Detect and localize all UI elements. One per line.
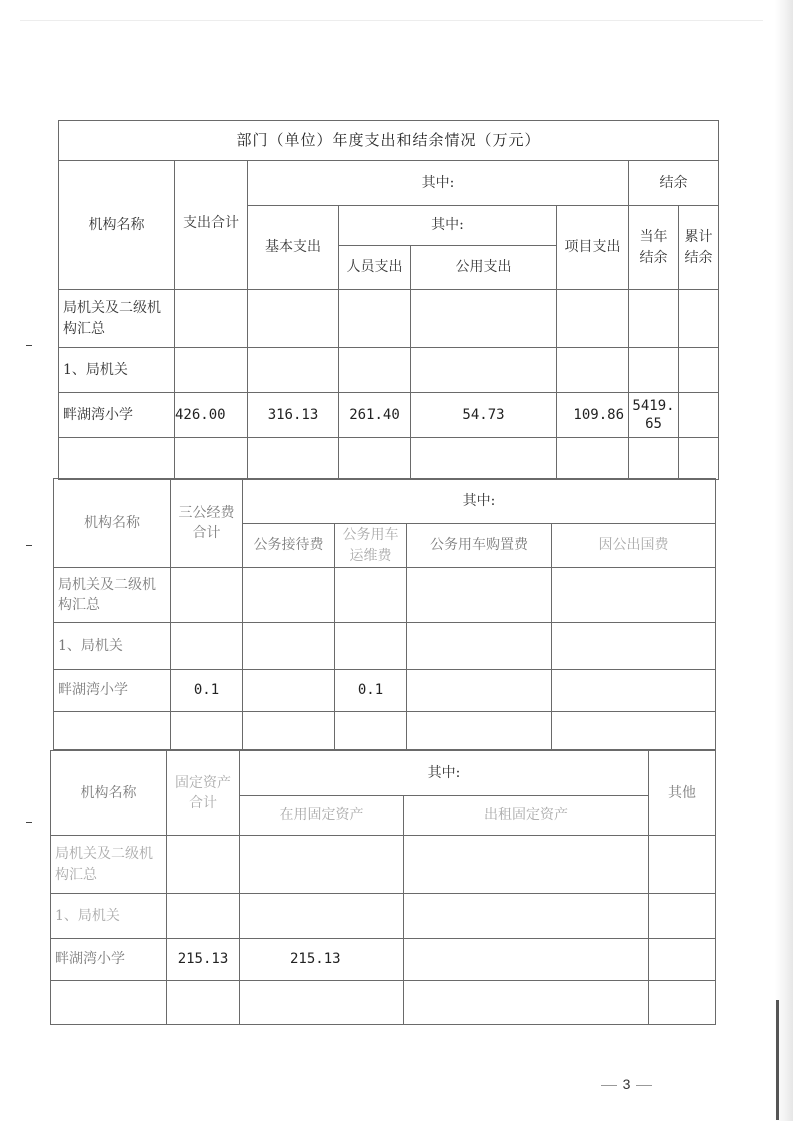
header-org-name: 机构名称 bbox=[51, 751, 167, 836]
cell-total: 426.00 bbox=[175, 393, 248, 438]
cell bbox=[411, 290, 557, 348]
cell bbox=[649, 981, 716, 1025]
table-row bbox=[51, 894, 716, 939]
cell bbox=[629, 290, 679, 348]
cell bbox=[649, 836, 716, 894]
cell-basic: 316.13 bbox=[248, 393, 339, 438]
cell bbox=[629, 438, 679, 480]
header-other: 其他 bbox=[649, 751, 716, 836]
header-reception: 公务接待费 bbox=[243, 524, 335, 568]
table-row bbox=[51, 981, 716, 1025]
row-name: 1、局机关 bbox=[59, 348, 175, 393]
header-of-which: 其中: bbox=[248, 161, 629, 206]
header-personnel: 人员支出 bbox=[339, 246, 411, 290]
cell bbox=[248, 438, 339, 480]
cell bbox=[407, 623, 552, 670]
header-public: 公用支出 bbox=[411, 246, 557, 290]
margin-mark bbox=[26, 345, 32, 346]
cell bbox=[404, 836, 649, 894]
cell bbox=[407, 670, 552, 712]
table-title: 部门（单位）年度支出和结余情况（万元） bbox=[59, 121, 719, 161]
cell bbox=[404, 981, 649, 1025]
cell bbox=[552, 670, 716, 712]
header-of-which: 其中: bbox=[240, 751, 649, 796]
cell bbox=[171, 712, 243, 750]
cell bbox=[243, 712, 335, 750]
header-of-which: 其中: bbox=[243, 479, 716, 524]
cell bbox=[557, 290, 629, 348]
row-name: 1、局机关 bbox=[51, 894, 167, 939]
cell bbox=[171, 623, 243, 670]
cell bbox=[248, 348, 339, 393]
table-row bbox=[54, 623, 716, 670]
header-basic: 基本支出 bbox=[248, 206, 339, 290]
table-row bbox=[59, 393, 719, 438]
cell bbox=[167, 981, 240, 1025]
cell bbox=[649, 939, 716, 981]
cell bbox=[407, 568, 552, 623]
cell bbox=[404, 894, 649, 939]
cell bbox=[404, 939, 649, 981]
table-row bbox=[54, 712, 716, 750]
cell bbox=[557, 438, 629, 480]
cell bbox=[59, 438, 175, 480]
header-total: 支出合计 bbox=[175, 161, 248, 290]
table-row bbox=[51, 939, 716, 981]
cell bbox=[167, 836, 240, 894]
dash-left bbox=[601, 1085, 617, 1086]
cell bbox=[679, 290, 719, 348]
header-of-which-2: 其中: bbox=[339, 206, 557, 246]
cell bbox=[679, 393, 719, 438]
cell bbox=[649, 894, 716, 939]
header-total: 固定资产合计 bbox=[167, 751, 240, 836]
cell bbox=[240, 981, 404, 1025]
header-vehicle-purchase: 公务用车购置费 bbox=[407, 524, 552, 568]
cell bbox=[175, 290, 248, 348]
header-org-name: 机构名称 bbox=[54, 479, 171, 568]
cell bbox=[339, 438, 411, 480]
cell bbox=[171, 568, 243, 623]
margin-mark bbox=[26, 822, 32, 823]
header-total: 三公经费合计 bbox=[171, 479, 243, 568]
cell bbox=[679, 348, 719, 393]
header-cumulative: 累计结余 bbox=[679, 206, 719, 290]
table-row bbox=[51, 836, 716, 894]
header-org-name: 机构名称 bbox=[59, 161, 175, 290]
header-project: 项目支出 bbox=[557, 206, 629, 290]
cell bbox=[243, 623, 335, 670]
cell bbox=[335, 712, 407, 750]
cell-total: 215.13 bbox=[167, 939, 240, 981]
header-abroad: 因公出国费 bbox=[552, 524, 716, 568]
cell-public: 54.73 bbox=[411, 393, 557, 438]
cell-in-use: 215.13 bbox=[240, 939, 404, 981]
table-row bbox=[59, 290, 719, 348]
table-row bbox=[59, 438, 719, 480]
expenditure-balance-table bbox=[58, 120, 719, 480]
three-public-expenses-table bbox=[53, 478, 716, 750]
cell bbox=[335, 568, 407, 623]
header-in-use: 在用固定资产 bbox=[240, 796, 404, 836]
table-row bbox=[54, 568, 716, 623]
cell-current-year: 5419.65 bbox=[629, 393, 679, 438]
cell bbox=[240, 836, 404, 894]
page-number-text: 3 bbox=[622, 1076, 631, 1092]
cell bbox=[335, 623, 407, 670]
row-name: 1、局机关 bbox=[54, 623, 171, 670]
dash-right bbox=[636, 1085, 652, 1086]
cell bbox=[248, 290, 339, 348]
cell bbox=[552, 568, 716, 623]
cell bbox=[175, 438, 248, 480]
fixed-assets-table bbox=[50, 750, 716, 1025]
cell bbox=[240, 894, 404, 939]
cell-vehicle-ops: 0.1 bbox=[335, 670, 407, 712]
cell bbox=[411, 438, 557, 480]
margin-mark bbox=[26, 545, 32, 546]
cell bbox=[557, 348, 629, 393]
header-vehicle-ops: 公务用车运维费 bbox=[335, 524, 407, 568]
cell bbox=[552, 623, 716, 670]
scan-binding-shadow bbox=[776, 1000, 779, 1120]
cell bbox=[411, 348, 557, 393]
cell bbox=[54, 712, 171, 750]
row-name: 局机关及二级机构汇总 bbox=[59, 290, 175, 348]
scan-right-edge bbox=[775, 0, 793, 1121]
cell bbox=[167, 894, 240, 939]
header-balance: 结余 bbox=[629, 161, 719, 206]
table-row bbox=[54, 670, 716, 712]
cell bbox=[339, 290, 411, 348]
scan-top-edge bbox=[20, 20, 763, 21]
row-name: 畔湖湾小学 bbox=[54, 670, 171, 712]
cell-project: 109.86 bbox=[557, 393, 629, 438]
page-number bbox=[0, 1076, 793, 1092]
cell bbox=[552, 712, 716, 750]
cell bbox=[407, 712, 552, 750]
cell-total: 0.1 bbox=[171, 670, 243, 712]
header-current-year: 当年结余 bbox=[629, 206, 679, 290]
cell bbox=[629, 348, 679, 393]
row-name: 局机关及二级机构汇总 bbox=[54, 568, 171, 623]
cell bbox=[339, 348, 411, 393]
cell bbox=[243, 670, 335, 712]
row-name: 畔湖湾小学 bbox=[51, 939, 167, 981]
cell-personnel: 261.40 bbox=[339, 393, 411, 438]
cell bbox=[175, 348, 248, 393]
header-leased: 出租固定资产 bbox=[404, 796, 649, 836]
row-name: 畔湖湾小学 bbox=[59, 393, 175, 438]
cell bbox=[679, 438, 719, 480]
row-name: 局机关及二级机构汇总 bbox=[51, 836, 167, 894]
cell bbox=[51, 981, 167, 1025]
table-row bbox=[59, 348, 719, 393]
cell bbox=[243, 568, 335, 623]
